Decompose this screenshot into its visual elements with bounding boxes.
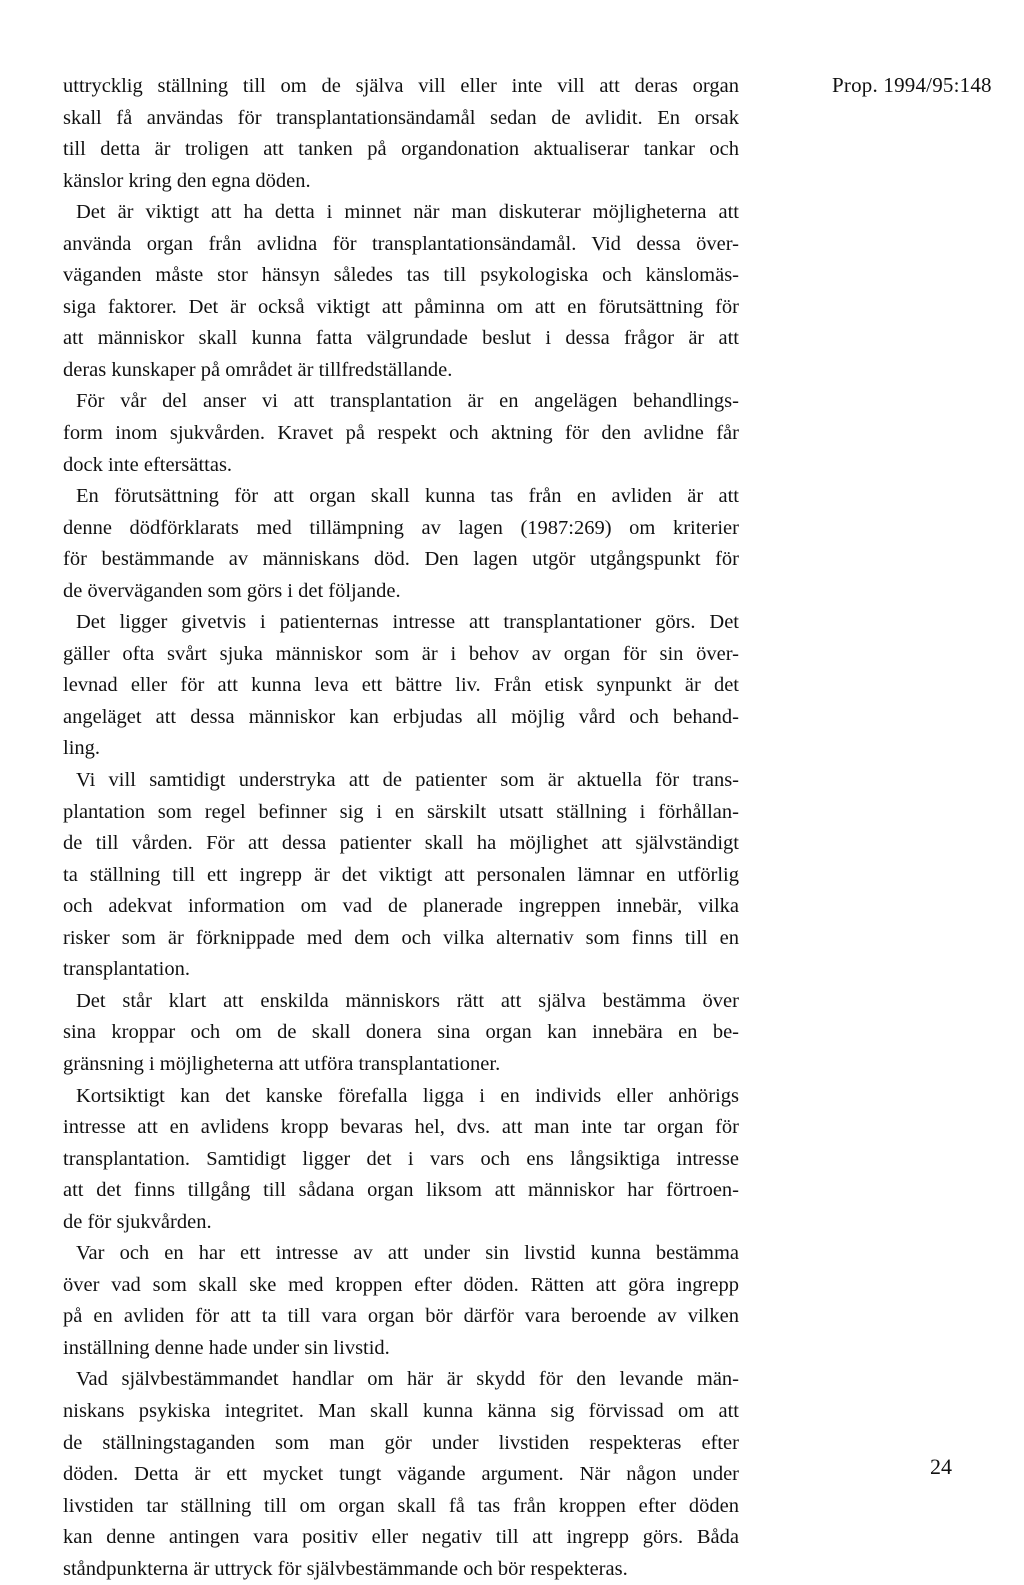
text-line: niskans psykiska integritet. Man skall kunna känna sig förvissad om att xyxy=(63,1399,739,1422)
text-line: ståndpunkterna är uttryck för självbestämmande och bör respekteras. xyxy=(63,1557,628,1580)
text-line: siga faktorer. Det är också viktigt att påminna om att en förutsättning för xyxy=(63,295,739,318)
text-line: plantation som regel befinner sig i en särskilt utsatt ställning i förhållan- xyxy=(63,800,739,823)
text-line: En förutsättning för att organ skall kunna tas från en avliden är att xyxy=(76,485,739,508)
text-line: levnad eller för att kunna leva ett bättre liv. Från etisk synpunkt är det xyxy=(63,674,739,697)
text-line: döden. Detta är ett mycket tungt vägande argument. När någon under xyxy=(63,1463,739,1486)
text-line: skall få användas för transplantationsändamål sedan de avlidit. En orsak xyxy=(63,106,739,129)
text-line: de överväganden som görs i det följande. xyxy=(63,579,401,602)
text-line: de till vården. För att dessa patienter skall ha möjlighet att självständigt xyxy=(63,832,739,855)
text-line: livstiden tar ställning till om organ skall få tas från kroppen efter döden xyxy=(63,1494,739,1517)
text-line: Var och en har ett intresse av att under sin livstid kunna bestämma xyxy=(76,1242,739,1265)
body-text xyxy=(63,71,739,1585)
text-line: ta ställning till ett ingrepp är det viktigt att personalen lämnar en utförlig xyxy=(63,863,739,886)
text-line: att människor skall kunna fatta välgrundade beslut i dessa frågor är att xyxy=(63,327,739,350)
text-line: till detta är troligen att tanken på organdonation aktualiserar tankar och xyxy=(63,138,739,161)
text-line: deras kunskaper på området är tillfredställande. xyxy=(63,358,453,381)
text-line: gäller ofta svårt sjuka människor som är i behov av organ för sin över- xyxy=(63,642,739,665)
text-line: Kortsiktigt kan det kanske förefalla ligga i en individs eller anhörigs xyxy=(76,1084,739,1107)
text-line: uttrycklig ställning till om de själva vill eller inte vill att deras organ xyxy=(63,75,739,97)
text-line: över vad som skall ske med kroppen efter döden. Rätten att göra ingrepp xyxy=(63,1273,739,1296)
text-line: gränsning i möjligheterna att utföra transplantationer. xyxy=(63,1052,501,1075)
text-line: på en avliden för att ta till vara organ bör därför vara beroende av vilken xyxy=(63,1305,739,1328)
page-number: 24 xyxy=(930,1454,952,1479)
text-line: Vi vill samtidigt understryka att de patienter som är aktuella för trans- xyxy=(76,769,739,792)
text-line: För vår del anser vi att transplantation är en angelägen behandlings- xyxy=(76,390,739,413)
text-line: dock inte eftersättas. xyxy=(63,453,233,476)
text-line: inställning denne hade under sin livstid. xyxy=(63,1336,390,1359)
text-line: ling. xyxy=(63,737,101,760)
text-line: att det finns tillgång till sådana organ liksom att människor har förtroen- xyxy=(63,1179,739,1202)
text-line: intresse att en avlidens kropp bevaras hel, dvs. att man inte tar organ för xyxy=(63,1116,739,1139)
document-reference: Prop. 1994/95:148 xyxy=(832,73,992,97)
text-line: angeläget att dessa människor kan erbjudas all möjlig vård och behand- xyxy=(63,705,739,728)
text-line: sina kroppar och om de skall donera sina organ kan innebära en be- xyxy=(63,1021,739,1044)
text-line: använda organ från avlidna för transplantationsändamål. Vid dessa över- xyxy=(63,232,739,255)
text-line: Det står klart att enskilda människors rätt att själva bestämma över xyxy=(76,989,739,1012)
text-line: kan denne antingen vara positiv eller negativ till att ingrepp görs. Båda xyxy=(63,1526,739,1549)
text-line: Det är viktigt att ha detta i minnet när man diskuterar möjligheterna att xyxy=(76,201,739,224)
text-line: de för sjukvården. xyxy=(63,1210,212,1233)
text-line: de ställningstaganden som man gör under livstiden respekteras efter xyxy=(63,1431,739,1454)
text-line: Vad självbestämmandet handlar om här är skydd för den levande män- xyxy=(76,1368,739,1391)
text-line: och adekvat information om vad de planerade ingreppen innebär, vilka xyxy=(63,895,739,918)
text-line: känslor kring den egna döden. xyxy=(63,169,311,192)
text-line: transplantation. Samtidigt ligger det i vars och ens långsiktiga intresse xyxy=(63,1147,739,1170)
text-line: Det ligger givetvis i patienternas intresse att transplantationer görs. Det xyxy=(76,611,739,634)
text-line: denne dödförklarats med tillämpning av lagen (1987:269) om kriterier xyxy=(63,516,739,539)
text-line: för bestämmande av människans död. Den lagen utgör utgångspunkt för xyxy=(63,548,739,571)
text-line: väganden måste stor hänsyn således tas till psykologiska och känslomäs- xyxy=(63,264,739,287)
text-line: risker som är förknippade med dem och vilka alternativ som finns till en xyxy=(63,926,739,949)
text-line: form inom sjukvården. Kravet på respekt och aktning för den avlidne får xyxy=(63,422,739,445)
text-line: transplantation. xyxy=(63,958,190,981)
